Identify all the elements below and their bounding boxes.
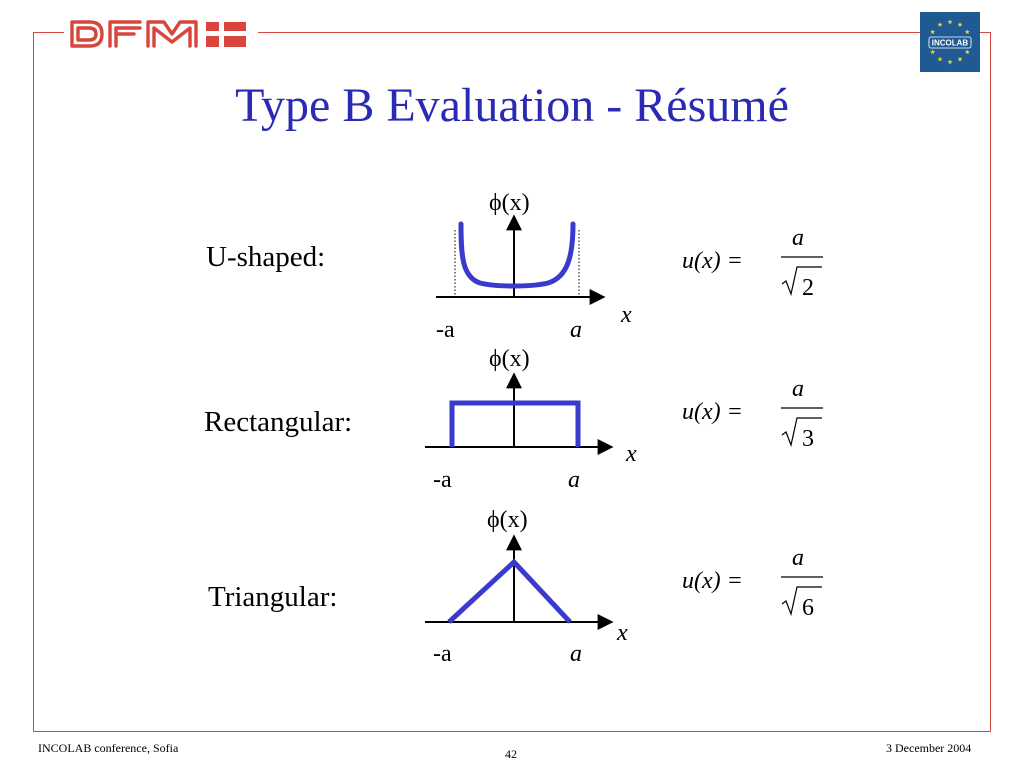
u-shaped-curve [461, 224, 573, 286]
triangular-left-tick: -a [433, 641, 452, 667]
rectangular-axis-label: x [626, 441, 637, 467]
u-shaped-formula-numerator: a [792, 225, 804, 251]
rectangular-function-label: ϕ(x) [489, 346, 530, 372]
rectangular-label: Rectangular: [204, 406, 353, 438]
u-shaped-formula-lhs: u(x) = [682, 248, 743, 274]
dfm-logo-text: DFM [64, 1, 99, 18]
rectangular-left-tick: -a [433, 467, 452, 493]
triangular-plot [425, 507, 628, 667]
u-shaped-label: U-shaped: [206, 241, 326, 273]
footer-page-number: 42 [505, 747, 517, 761]
u-shaped-plot [436, 190, 632, 343]
u-shaped-formula [682, 225, 823, 301]
triangular-formula-radicand: 6 [802, 595, 814, 621]
rectangular-formula [682, 376, 823, 452]
triangular-right-tick: a [570, 641, 582, 667]
u-shaped-right-tick: a [570, 317, 582, 343]
rectangular-right-tick: a [568, 467, 580, 493]
triangular-curve [449, 562, 570, 622]
u-shaped-axis-label: x [621, 302, 632, 328]
rectangular-formula-numerator: a [792, 376, 804, 402]
triangular-formula [682, 545, 823, 621]
footer-date: 3 December 2004 [886, 741, 972, 755]
incolab-logo-text: INCOLAB [931, 38, 969, 48]
triangular-axis-label: x [617, 620, 628, 646]
slide-title: Type B Evaluation - Résumé [235, 79, 789, 132]
triangular-label: Triangular: [208, 581, 338, 613]
u-shaped-function-label: ϕ(x) [489, 190, 530, 216]
triangular-formula-lhs: u(x) = [682, 568, 743, 594]
u-shaped-left-tick: -a [436, 317, 455, 343]
u-shaped-formula-radicand: 2 [802, 275, 814, 301]
triangular-formula-numerator: a [792, 545, 804, 571]
rectangular-formula-lhs: u(x) = [682, 399, 743, 425]
rectangular-formula-radicand: 3 [802, 426, 814, 452]
rectangular-plot [425, 346, 637, 493]
triangular-function-label: ϕ(x) [487, 507, 528, 533]
footer-conference: INCOLAB conference, Sofia [38, 741, 179, 755]
